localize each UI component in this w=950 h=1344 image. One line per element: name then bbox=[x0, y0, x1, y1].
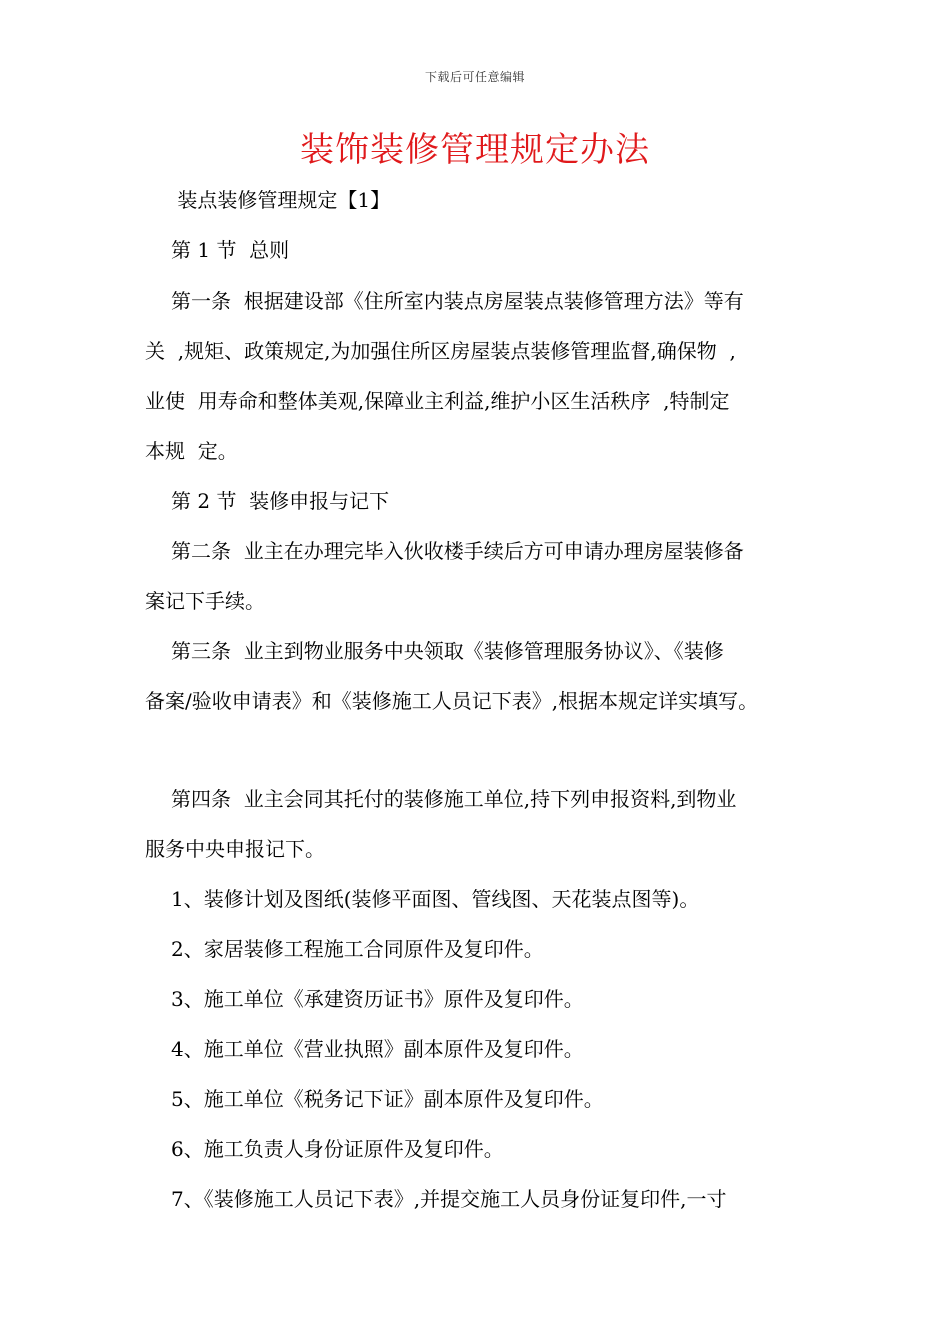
list-item: 7、《装修施工人员记下表》,并提交施工人员身份证复印件,一寸 bbox=[171, 1187, 727, 1211]
chapter-heading: 第 1 节 总则 bbox=[171, 238, 290, 262]
article-3-line-2: 备案/验收申请表》和《装修施工人员记下表》,根据本规定详实填写。 bbox=[145, 689, 759, 713]
article-1-line-1: 第一条 根据建设部《住所室内装点房屋装点装修管理方法》等有 bbox=[171, 289, 744, 313]
article-1-line-4: 本规 定。 bbox=[145, 439, 238, 463]
list-item: 3、施工单位《承建资历证书》原件及复印件。 bbox=[171, 987, 584, 1011]
document-title: 装饰装修管理规定办法 bbox=[300, 130, 650, 170]
list-item: 4、施工单位《营业执照》副本原件及复印件。 bbox=[171, 1037, 584, 1061]
article-1-line-2: 关 ,规矩、政策规定,为加强住所区房屋装点装修管理监督,确保物 , bbox=[145, 339, 736, 363]
article-2-line-1: 第二条 业主在办理完毕入伙收楼手续后方可申请办理房屋装修备 bbox=[171, 539, 744, 563]
article-1-line-3: 业使 用寿命和整体美观,保障业主利益,维护小区生活秩序 ,特制定 bbox=[145, 389, 730, 413]
section-heading: 装点装修管理规定【1】 bbox=[171, 188, 391, 212]
list-item: 2、家居装修工程施工合同原件及复印件。 bbox=[171, 937, 544, 961]
list-item: 1、装修计划及图纸(装修平面图、管线图、天花装点图等)。 bbox=[171, 887, 700, 911]
article-2-line-2: 案记下手续。 bbox=[145, 589, 265, 613]
header-note: 下载后可任意编辑 bbox=[424, 70, 525, 84]
list-item: 5、施工单位《税务记下证》副本原件及复印件。 bbox=[171, 1087, 604, 1111]
list-item: 6、施工负责人身份证原件及复印件。 bbox=[171, 1137, 504, 1161]
article-3-line-1: 第三条 业主到物业服务中央领取《装修管理服务协议》、《装修 bbox=[171, 639, 724, 663]
chapter-heading: 第 2 节 装修申报与记下 bbox=[171, 489, 390, 513]
article-4-line-1: 第四条 业主会同其托付的装修施工单位,持下列申报资料,到物业 bbox=[171, 787, 737, 811]
article-4-line-2: 服务中央申报记下。 bbox=[145, 837, 325, 861]
